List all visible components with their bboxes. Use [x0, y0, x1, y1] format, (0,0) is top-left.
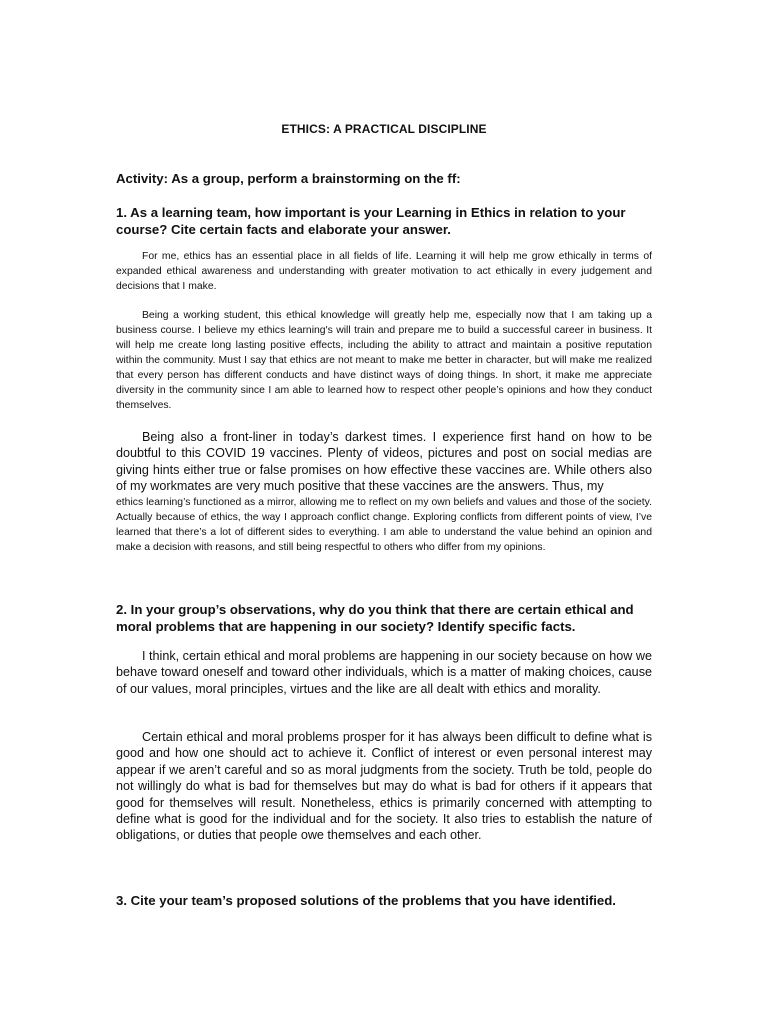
- document-title: ETHICS: A PRACTICAL DISCIPLINE: [281, 122, 487, 136]
- q1-paragraph-2: Being a working student, this ethical knowledge will greatly help me, especially now that I am taking up a business course. I believe my ethics learning's will train and prepare me to build a successful career in business. It will help me create long lasting positive effects, including the ability to attract and maintain a positive reputation within the community. Must I say that ethics are not meant to make me better in character, but will make me realized that every person has different conducts and have distinct ways of doing things. In short, it make me appreciate diversity in the community since I am able to learned how to respect other people’s opinions and how they conduct themselves.: [116, 310, 652, 411]
- question-1-heading: 1. As a learning team, how important is your Learning in Ethics in relation to your course? Cite certain facts and elaborate your answer.: [116, 205, 626, 237]
- activity-heading: Activity: As a group, perform a brainstorming on the ff:: [116, 171, 461, 186]
- q1-paragraph-3: [116, 429, 652, 555]
- q2-paragraph-2: Certain ethical and moral problems prosper for it has always been difficult to define what is good and how one should act to achieve it. Conflict of interest or even personal interest may appear if we aren’t careful and so as moral judgments from the society. Truth be told, people do not willingly do what is bad for themselves but may do what is bad for others if it appears that good for themselves will result. Nonetheless, ethics is primarily concerned with attempting to define what is good for the individual and for the society. It also tries to establish the nature of obligations, or duties that people owe themselves and each other.: [116, 730, 652, 843]
- q1-paragraph-1: For me, ethics has an essential place in all fields of life. Learning it will help me grow ethically in terms of expanded ethical awareness and understanding with greater motivation to act ethically in every judgement and decisions that I make.: [116, 251, 652, 292]
- question-3-heading: 3. Cite your team’s proposed solutions of the problems that you have identified.: [116, 893, 616, 908]
- question-2-heading: 2. In your group’s observations, why do you think that there are certain ethical and moral problems that are happening in our society? Identify specific facts.: [116, 602, 634, 634]
- q1-paragraph-3-small-text: ethics learning’s functioned as a mirror, allowing me to reflect on my own beliefs and values and those of the society. Actually because of ethics, the way I approach conflict change. Exploring conflicts from different points of view, I’ve learned that there’s a lot of different sides to everything. I am able to understand the value behind an opinion and make a decision with reasons, and still being respectful to others who differ from my opinions.: [116, 496, 652, 553]
- q1-paragraph-3-large-text: Being also a front-liner in today’s darkest times. I experience first hand on how to be doubtful to this COVID 19 vaccines. Plenty of videos, pictures and post on social medias are giving hints either true or false promises on how effective these vaccines are. While others also of my workmates are very much positive that these vaccines are the answers. Thus, my: [116, 430, 652, 494]
- q2-paragraph-1: I think, certain ethical and moral problems are happening in our society because on how we behave toward oneself and toward other individuals, which is a matter of making choices, cause of our values, moral principles, virtues and the like are all dealt with ethics and morality.: [116, 649, 652, 696]
